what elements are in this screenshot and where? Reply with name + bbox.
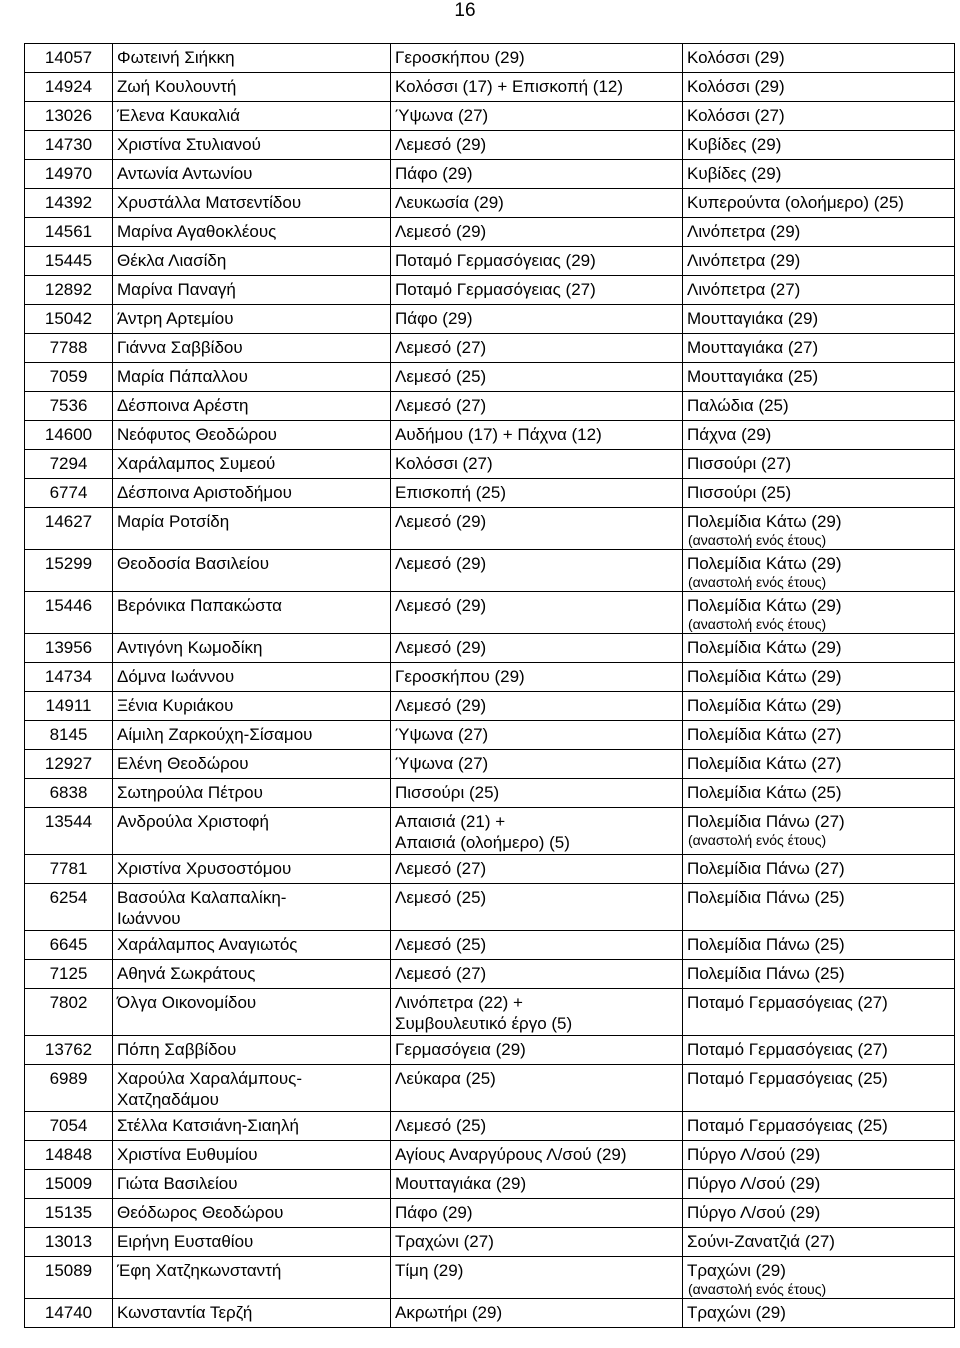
teacher-name-cell: Αντωνία Αντωνίου bbox=[113, 160, 391, 189]
employee-id-cell: 14730 bbox=[25, 131, 113, 160]
destination-school-cell: Μουτταγιάκα (25) bbox=[683, 363, 955, 392]
destination-school-cell: Κολόσσι (27) bbox=[683, 102, 955, 131]
destination-school-cell: Λινόπετρα (27) bbox=[683, 276, 955, 305]
destination-school-cell bbox=[683, 550, 955, 592]
destination-school-cell: Τραχώνι (29) bbox=[683, 1299, 955, 1328]
teacher-name-cell bbox=[113, 1257, 391, 1299]
teacher-name-cell: Ξένια Κυριάκου bbox=[113, 692, 391, 721]
teacher-name-cell: Ελένη Θεοδώρου bbox=[113, 750, 391, 779]
transfer-table-body bbox=[25, 44, 955, 1328]
teacher-name-cell: Ζωή Κουλουντή bbox=[113, 73, 391, 102]
teacher-name-cell-line: Έφη Χατζηκωνσταντή bbox=[117, 1261, 282, 1280]
suspension-note: (αναστολή ενός έτους) bbox=[688, 616, 827, 632]
teacher-name-cell: Θεόδωρος Θεοδώρου bbox=[113, 1199, 391, 1228]
table-row bbox=[25, 131, 955, 160]
origin-school-cell bbox=[391, 884, 683, 931]
table-row bbox=[25, 884, 955, 931]
teacher-name-cell: Γιώτα Βασιλείου bbox=[113, 1170, 391, 1199]
destination-school-cell bbox=[683, 808, 955, 855]
employee-id-cell: 8145 bbox=[25, 721, 113, 750]
origin-school-cell bbox=[391, 550, 683, 592]
teacher-name-cell: Νεόφυτος Θεοδώρου bbox=[113, 421, 391, 450]
employee-id-cell: 6989 bbox=[25, 1065, 113, 1112]
employee-id-cell: 15135 bbox=[25, 1199, 113, 1228]
destination-school-cell-line: Πολεμίδια Πάνω (27) bbox=[687, 812, 845, 831]
origin-school-cell: Γερμασόγεια (29) bbox=[391, 1036, 683, 1065]
origin-school-cell: Λεμεσό (29) bbox=[391, 692, 683, 721]
teacher-name-cell bbox=[113, 884, 391, 931]
destination-school-cell: Πολεμίδια Κάτω (25) bbox=[683, 779, 955, 808]
destination-school-cell: Μουτταγιάκα (29) bbox=[683, 305, 955, 334]
employee-id-cell: 15009 bbox=[25, 1170, 113, 1199]
table-row bbox=[25, 960, 955, 989]
employee-id-cell: 14970 bbox=[25, 160, 113, 189]
employee-id-cell: 13026 bbox=[25, 102, 113, 131]
destination-school-cell-line: Ποταμό Γερμασόγειας (25) bbox=[687, 1069, 888, 1088]
transfer-table bbox=[24, 43, 955, 1328]
table-row bbox=[25, 479, 955, 508]
origin-school-cell: Αυδήμου (17) + Πάχνα (12) bbox=[391, 421, 683, 450]
origin-school-cell: Κολόσσι (17) + Επισκοπή (12) bbox=[391, 73, 683, 102]
origin-school-cell: Λεμεσό (27) bbox=[391, 960, 683, 989]
table-row bbox=[25, 808, 955, 855]
origin-school-cell: Λεμεσό (25) bbox=[391, 1112, 683, 1141]
employee-id-cell: 15089 bbox=[25, 1257, 113, 1299]
teacher-name-cell: Στέλλα Κατσιάνη-Σιαηλή bbox=[113, 1112, 391, 1141]
employee-id-cell: 14734 bbox=[25, 663, 113, 692]
teacher-name-cell: Χαράλαμπος Αναγιωτός bbox=[113, 931, 391, 960]
destination-school-cell: Πύργο Λ/σού (29) bbox=[683, 1170, 955, 1199]
destination-school-cell: Λινόπετρα (29) bbox=[683, 247, 955, 276]
suspension-note: (αναστολή ενός έτους) bbox=[688, 1281, 827, 1297]
employee-id-cell: 14561 bbox=[25, 218, 113, 247]
teacher-name-cell-line: Χαρούλα Χαραλάμπους- bbox=[117, 1069, 303, 1088]
destination-school-cell: Πολεμίδια Πάνω (25) bbox=[683, 931, 955, 960]
origin-school-cell-line: Συμβουλευτικό έργο (5) bbox=[395, 1014, 573, 1033]
employee-id-cell: 13013 bbox=[25, 1228, 113, 1257]
teacher-name-cell: Χαράλαμπος Συμεού bbox=[113, 450, 391, 479]
table-row bbox=[25, 634, 955, 663]
teacher-name-cell: Θέκλα Λιασίδη bbox=[113, 247, 391, 276]
suspension-note: (αναστολή ενός έτους) bbox=[688, 832, 827, 848]
destination-school-cell: Πολεμίδια Πάνω (25) bbox=[683, 960, 955, 989]
table-row bbox=[25, 305, 955, 334]
teacher-name-cell-line: Ανδρούλα Χριστοφή bbox=[117, 812, 269, 831]
origin-school-cell: Ποταμό Γερμασόγειας (29) bbox=[391, 247, 683, 276]
table-row bbox=[25, 102, 955, 131]
employee-id-cell: 15446 bbox=[25, 592, 113, 634]
teacher-name-cell bbox=[113, 550, 391, 592]
teacher-name-cell: Δέσποινα Αριστοδήμου bbox=[113, 479, 391, 508]
table-row bbox=[25, 189, 955, 218]
table-row bbox=[25, 550, 955, 592]
teacher-name-cell: Ειρήνη Ευσταθίου bbox=[113, 1228, 391, 1257]
origin-school-cell: Λεμεσό (29) bbox=[391, 131, 683, 160]
teacher-name-cell: Αθηνά Σωκράτους bbox=[113, 960, 391, 989]
destination-school-cell-line: Πολεμίδια Κάτω (29) bbox=[687, 596, 842, 615]
teacher-name-cell: Κωνσταντία Τερζή bbox=[113, 1299, 391, 1328]
destination-school-cell: Πύργο Λ/σού (29) bbox=[683, 1199, 955, 1228]
destination-school-cell: Πάχνα (29) bbox=[683, 421, 955, 450]
destination-school-cell bbox=[683, 1065, 955, 1112]
origin-school-cell: Πάφο (29) bbox=[391, 1199, 683, 1228]
table-row bbox=[25, 218, 955, 247]
table-row bbox=[25, 508, 955, 550]
table-row bbox=[25, 931, 955, 960]
page-number: 16 bbox=[454, 0, 476, 21]
teacher-name-cell: Πόπη Σαββίδου bbox=[113, 1036, 391, 1065]
destination-school-cell: Πολεμίδια Πάνω (27) bbox=[683, 855, 955, 884]
teacher-name-cell: Γιάννα Σαββίδου bbox=[113, 334, 391, 363]
table-row bbox=[25, 692, 955, 721]
destination-school-cell-line: Πολεμίδια Κάτω (29) bbox=[687, 554, 842, 573]
origin-school-cell-line: Λεμεσό (25) bbox=[395, 888, 487, 907]
suspension-note: (αναστολή ενός έτους) bbox=[688, 574, 827, 590]
employee-id-cell: 12927 bbox=[25, 750, 113, 779]
origin-school-cell: Ποταμό Γερμασόγειας (27) bbox=[391, 276, 683, 305]
origin-school-cell: Λεμεσό (27) bbox=[391, 392, 683, 421]
employee-id-cell: 15299 bbox=[25, 550, 113, 592]
teacher-name-cell-line: Θεοδοσία Βασιλείου bbox=[117, 554, 270, 573]
destination-school-cell: Πολεμίδια Κάτω (27) bbox=[683, 721, 955, 750]
table-row bbox=[25, 989, 955, 1036]
origin-school-cell: Επισκοπή (25) bbox=[391, 479, 683, 508]
origin-school-cell-line: Απαισιά (21) + bbox=[395, 812, 506, 831]
employee-id-cell: 7781 bbox=[25, 855, 113, 884]
teacher-name-cell-line: Βασούλα Καλαπαλίκη- bbox=[117, 888, 287, 907]
table-row bbox=[25, 1036, 955, 1065]
destination-school-cell bbox=[683, 1257, 955, 1299]
employee-id-cell: 6645 bbox=[25, 931, 113, 960]
destination-school-cell: Κυπερούντα (ολοήμερο) (25) bbox=[683, 189, 955, 218]
teacher-name-cell: Άντρη Αρτεμίου bbox=[113, 305, 391, 334]
origin-school-cell: Λεμεσό (27) bbox=[391, 334, 683, 363]
table-row bbox=[25, 363, 955, 392]
origin-school-cell: Γεροσκήπου (29) bbox=[391, 44, 683, 73]
origin-school-cell: Ύψωνα (27) bbox=[391, 721, 683, 750]
destination-school-cell: Ποταμό Γερμασόγειας (25) bbox=[683, 1112, 955, 1141]
origin-school-cell: Πισσούρι (25) bbox=[391, 779, 683, 808]
destination-school-cell: Σούνι-Ζανατζιά (27) bbox=[683, 1228, 955, 1257]
origin-school-cell: Ύψωνα (27) bbox=[391, 102, 683, 131]
employee-id-cell: 14627 bbox=[25, 508, 113, 550]
table-row bbox=[25, 1112, 955, 1141]
teacher-name-cell: Δέσποινα Αρέστη bbox=[113, 392, 391, 421]
destination-school-cell: Παλώδια (25) bbox=[683, 392, 955, 421]
table-row bbox=[25, 1228, 955, 1257]
destination-school-cell bbox=[683, 508, 955, 550]
table-row bbox=[25, 160, 955, 189]
teacher-name-cell bbox=[113, 592, 391, 634]
employee-id-cell: 7125 bbox=[25, 960, 113, 989]
teacher-name-cell: Σωτηρούλα Πέτρου bbox=[113, 779, 391, 808]
teacher-name-cell: Χριστίνα Ευθυμίου bbox=[113, 1141, 391, 1170]
destination-school-cell: Κυβίδες (29) bbox=[683, 131, 955, 160]
teacher-name-cell bbox=[113, 808, 391, 855]
teacher-name-cell: Αντιγόνη Κωμοδίκη bbox=[113, 634, 391, 663]
employee-id-cell: 15445 bbox=[25, 247, 113, 276]
table-row bbox=[25, 592, 955, 634]
employee-id-cell: 14600 bbox=[25, 421, 113, 450]
origin-school-cell-line: Λεύκαρα (25) bbox=[395, 1069, 496, 1088]
table-row bbox=[25, 721, 955, 750]
table-row bbox=[25, 73, 955, 102]
teacher-name-cell: Μαρία Πάπαλλου bbox=[113, 363, 391, 392]
origin-school-cell bbox=[391, 508, 683, 550]
table-row bbox=[25, 1299, 955, 1328]
destination-school-cell: Πολεμίδια Κάτω (29) bbox=[683, 663, 955, 692]
teacher-name-cell-line: Ιωάννου bbox=[117, 909, 181, 928]
origin-school-cell bbox=[391, 1065, 683, 1112]
origin-school-cell: Τραχώνι (27) bbox=[391, 1228, 683, 1257]
employee-id-cell: 13762 bbox=[25, 1036, 113, 1065]
origin-school-cell: Λεμεσό (27) bbox=[391, 855, 683, 884]
origin-school-cell-line: Τίμη (29) bbox=[395, 1261, 464, 1280]
teacher-name-cell-line: Βερόνικα Παπακώστα bbox=[117, 596, 282, 615]
origin-school-cell: Λεμεσό (29) bbox=[391, 218, 683, 247]
employee-id-cell: 13544 bbox=[25, 808, 113, 855]
employee-id-cell: 14911 bbox=[25, 692, 113, 721]
destination-school-cell: Κολόσσι (29) bbox=[683, 44, 955, 73]
teacher-name-cell-line: Χατζηαδάμου bbox=[117, 1090, 219, 1109]
table-row bbox=[25, 450, 955, 479]
teacher-name-cell: Αίμιλη Ζαρκούχη-Σίσαμου bbox=[113, 721, 391, 750]
table-row bbox=[25, 779, 955, 808]
origin-school-cell bbox=[391, 808, 683, 855]
employee-id-cell: 7294 bbox=[25, 450, 113, 479]
destination-school-cell-line: Πολεμίδια Κάτω (29) bbox=[687, 512, 842, 531]
teacher-name-cell: Χριστίνα Στυλιανού bbox=[113, 131, 391, 160]
teacher-name-cell bbox=[113, 508, 391, 550]
destination-school-cell: Πολεμίδια Κάτω (27) bbox=[683, 750, 955, 779]
table-row bbox=[25, 44, 955, 73]
destination-school-cell-line: Τραχώνι (29) bbox=[687, 1261, 786, 1280]
origin-school-cell: Ύψωνα (27) bbox=[391, 750, 683, 779]
origin-school-cell: Μουτταγιάκα (29) bbox=[391, 1170, 683, 1199]
employee-id-cell: 7054 bbox=[25, 1112, 113, 1141]
origin-school-cell: Αγίους Αναργύρους Λ/σού (29) bbox=[391, 1141, 683, 1170]
employee-id-cell: 7802 bbox=[25, 989, 113, 1036]
table-row bbox=[25, 1170, 955, 1199]
destination-school-cell-line: Πολεμίδια Πάνω (25) bbox=[687, 888, 845, 907]
destination-school-cell: Κολόσσι (29) bbox=[683, 73, 955, 102]
destination-school-cell: Πολεμίδια Κάτω (29) bbox=[683, 692, 955, 721]
teacher-name-cell: Μαρίνα Αγαθοκλέους bbox=[113, 218, 391, 247]
employee-id-cell: 7059 bbox=[25, 363, 113, 392]
destination-school-cell: Πισσούρι (25) bbox=[683, 479, 955, 508]
teacher-name-cell: Χρυστάλλα Ματσεντίδου bbox=[113, 189, 391, 218]
origin-school-cell: Πάφο (29) bbox=[391, 305, 683, 334]
origin-school-cell: Λεμεσό (29) bbox=[391, 634, 683, 663]
teacher-name-cell: Δόμνα Ιωάννου bbox=[113, 663, 391, 692]
origin-school-cell bbox=[391, 989, 683, 1036]
suspension-note: (αναστολή ενός έτους) bbox=[688, 532, 827, 548]
employee-id-cell: 6254 bbox=[25, 884, 113, 931]
table-row bbox=[25, 1141, 955, 1170]
teacher-name-cell: Μαρίνα Παναγή bbox=[113, 276, 391, 305]
employee-id-cell: 14848 bbox=[25, 1141, 113, 1170]
table-row bbox=[25, 663, 955, 692]
table-row bbox=[25, 1199, 955, 1228]
origin-school-cell: Γεροσκήπου (29) bbox=[391, 663, 683, 692]
employee-id-cell: 13956 bbox=[25, 634, 113, 663]
origin-school-cell-line: Λεμεσό (29) bbox=[395, 512, 487, 531]
destination-school-cell: Λινόπετρα (29) bbox=[683, 218, 955, 247]
employee-id-cell: 14057 bbox=[25, 44, 113, 73]
origin-school-cell: Ακρωτήρι (29) bbox=[391, 1299, 683, 1328]
employee-id-cell: 12892 bbox=[25, 276, 113, 305]
destination-school-cell: Κυβίδες (29) bbox=[683, 160, 955, 189]
destination-school-cell bbox=[683, 592, 955, 634]
employee-id-cell: 14740 bbox=[25, 1299, 113, 1328]
teacher-name-cell-line: Μαρία Ροτσίδη bbox=[117, 512, 230, 531]
destination-school-cell-line: Ποταμό Γερμασόγειας (27) bbox=[687, 993, 888, 1012]
origin-school-cell: Λεμεσό (25) bbox=[391, 931, 683, 960]
destination-school-cell: Μουτταγιάκα (27) bbox=[683, 334, 955, 363]
origin-school-cell bbox=[391, 1257, 683, 1299]
origin-school-cell-line: Λινόπετρα (22) + bbox=[395, 993, 523, 1012]
employee-id-cell: 6838 bbox=[25, 779, 113, 808]
table-row bbox=[25, 392, 955, 421]
employee-id-cell: 15042 bbox=[25, 305, 113, 334]
teacher-name-cell: Φωτεινή Σιήκκη bbox=[113, 44, 391, 73]
teacher-name-cell bbox=[113, 1065, 391, 1112]
table-row bbox=[25, 421, 955, 450]
table-row bbox=[25, 1257, 955, 1299]
destination-school-cell bbox=[683, 884, 955, 931]
teacher-name-cell bbox=[113, 989, 391, 1036]
origin-school-cell: Κολόσσι (27) bbox=[391, 450, 683, 479]
employee-id-cell: 6774 bbox=[25, 479, 113, 508]
employee-id-cell: 7788 bbox=[25, 334, 113, 363]
table-row bbox=[25, 750, 955, 779]
origin-school-cell-line: Απαισιά (ολοήμερο) (5) bbox=[395, 833, 570, 852]
table-row bbox=[25, 247, 955, 276]
table-row bbox=[25, 1065, 955, 1112]
teacher-name-cell-line: Όλγα Οικονομίδου bbox=[117, 993, 257, 1012]
teacher-name-cell: Έλενα Καυκαλιά bbox=[113, 102, 391, 131]
employee-id-cell: 14392 bbox=[25, 189, 113, 218]
origin-school-cell bbox=[391, 592, 683, 634]
destination-school-cell: Πισσούρι (27) bbox=[683, 450, 955, 479]
teacher-name-cell: Χριστίνα Χρυσοστόμου bbox=[113, 855, 391, 884]
destination-school-cell: Ποταμό Γερμασόγειας (27) bbox=[683, 1036, 955, 1065]
origin-school-cell: Λεμεσό (25) bbox=[391, 363, 683, 392]
destination-school-cell: Πύργο Λ/σού (29) bbox=[683, 1141, 955, 1170]
origin-school-cell: Πάφο (29) bbox=[391, 160, 683, 189]
destination-school-cell bbox=[683, 989, 955, 1036]
destination-school-cell: Πολεμίδια Κάτω (29) bbox=[683, 634, 955, 663]
employee-id-cell: 14924 bbox=[25, 73, 113, 102]
table-row bbox=[25, 334, 955, 363]
employee-id-cell: 7536 bbox=[25, 392, 113, 421]
table-row bbox=[25, 276, 955, 305]
origin-school-cell-line: Λεμεσό (29) bbox=[395, 554, 487, 573]
table-row bbox=[25, 855, 955, 884]
origin-school-cell-line: Λεμεσό (29) bbox=[395, 596, 487, 615]
origin-school-cell: Λευκωσία (29) bbox=[391, 189, 683, 218]
